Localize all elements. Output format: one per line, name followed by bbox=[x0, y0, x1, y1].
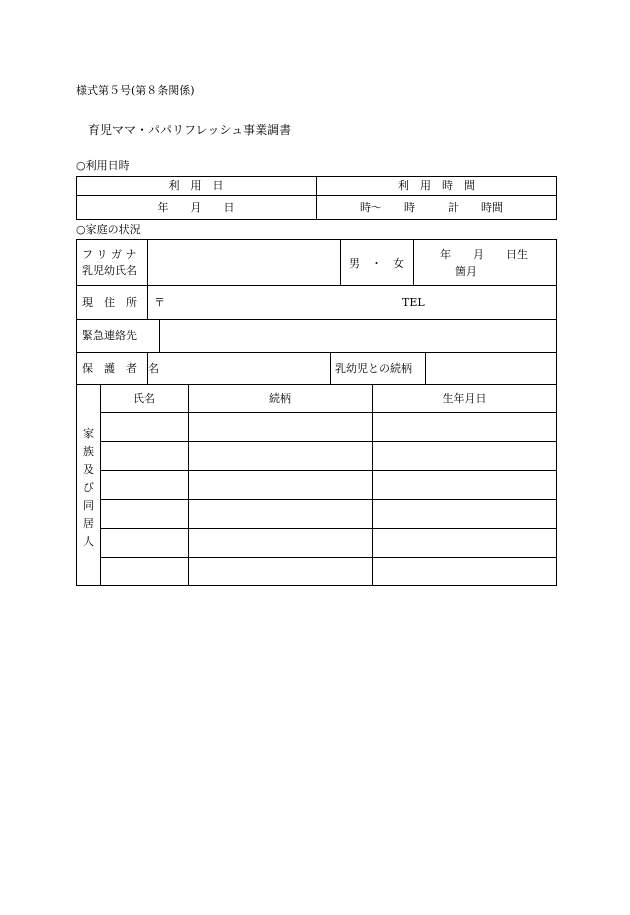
divider bbox=[413, 239, 414, 286]
table-row[interactable] bbox=[100, 471, 557, 499]
table-row[interactable] bbox=[100, 442, 557, 470]
birth-date-value[interactable]: 年 月 日生 bbox=[440, 248, 528, 261]
household-label-6: 居 bbox=[83, 517, 94, 530]
column-header-relation: 続柄 bbox=[269, 392, 291, 405]
guardian-label: 保 護 者 名 bbox=[82, 362, 159, 375]
table-row[interactable] bbox=[100, 529, 557, 557]
table-row[interactable] bbox=[100, 558, 557, 585]
usage-time-value[interactable]: 時〜 時 計 時間 bbox=[360, 201, 503, 214]
household-label-3: 及 bbox=[83, 463, 94, 476]
column-header-birthdate: 生年月日 bbox=[442, 392, 487, 405]
divider bbox=[425, 352, 426, 385]
usage-date-value[interactable]: 年 月 日 bbox=[157, 201, 235, 214]
child-name-field[interactable] bbox=[149, 241, 338, 284]
divider bbox=[147, 239, 148, 286]
table-row[interactable] bbox=[100, 413, 557, 441]
usage-time-header: 利 用 時 間 bbox=[398, 179, 475, 192]
relation-field[interactable] bbox=[428, 355, 554, 382]
furigana-label: フ リ ガ ナ bbox=[82, 248, 137, 261]
usage-section-title: ○利用日時 bbox=[76, 159, 130, 172]
gender-select[interactable]: 男 ・ 女 bbox=[349, 257, 404, 270]
household-label-4: び bbox=[83, 481, 94, 494]
address-field[interactable] bbox=[170, 288, 550, 317]
age-months-value[interactable]: 箇月 bbox=[455, 265, 477, 278]
divider bbox=[147, 285, 148, 320]
household-label-2: 族 bbox=[83, 445, 94, 458]
postal-mark: 〒 bbox=[154, 296, 165, 309]
household-label-7: 人 bbox=[83, 535, 94, 548]
divider bbox=[330, 352, 331, 385]
usage-date-header: 利 用 日 bbox=[168, 179, 224, 192]
emergency-field[interactable] bbox=[162, 322, 554, 350]
document-title: 育児ママ・パパリフレッシュ事業調書 bbox=[88, 123, 292, 137]
tel-label: TEL bbox=[402, 296, 425, 309]
household-label-5: 同 bbox=[83, 499, 94, 512]
emergency-label: 緊急連絡先 bbox=[82, 329, 137, 342]
child-name-label: 乳児幼氏名 bbox=[82, 264, 137, 277]
family-section-title: ○家庭の状況 bbox=[76, 223, 141, 236]
form-number: 様式第５号(第８条関係) bbox=[76, 84, 195, 97]
household-label-1: 家 bbox=[83, 427, 94, 440]
address-label: 現 住 所 bbox=[82, 296, 137, 309]
relation-label: 乳幼児との続柄 bbox=[335, 362, 412, 375]
divider bbox=[159, 319, 160, 353]
table-row[interactable] bbox=[100, 500, 557, 528]
column-header-name: 氏名 bbox=[133, 392, 155, 405]
guardian-name-field[interactable] bbox=[150, 355, 327, 382]
